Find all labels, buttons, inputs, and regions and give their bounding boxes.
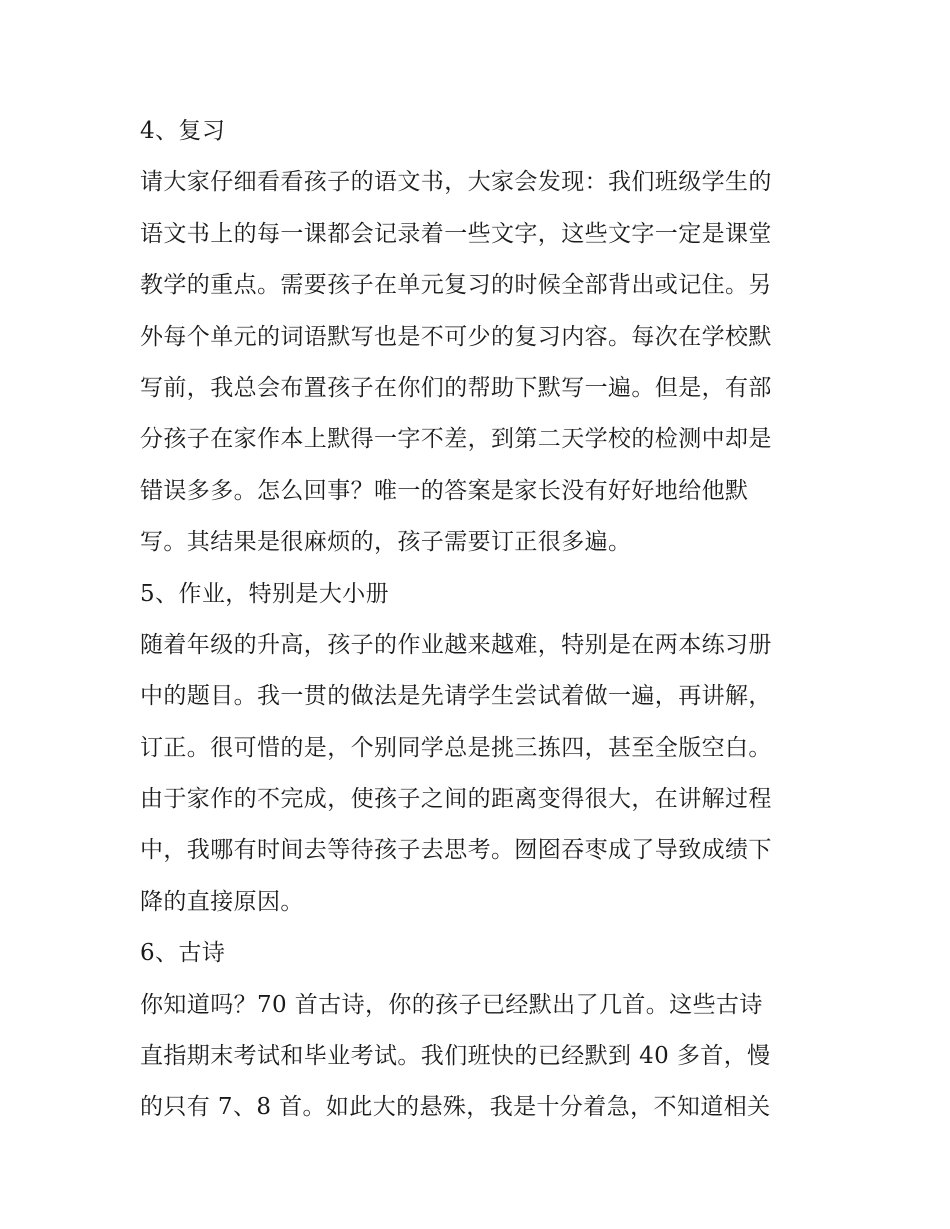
paragraph-line: 写前，我总会布置孩子在你们的帮助下默写一遍。但是，有部 <box>140 374 772 401</box>
paragraph-line: 错误多多。怎么回事？唯一的答案是家长没有好好地给他默 <box>140 477 749 504</box>
paragraph-line: 分孩子在家作本上默得一字不差，到第二天学校的检测中却是 <box>140 426 772 453</box>
paragraph-line: 由于家作的不完成，使孩子之间的距离变得很大，在讲解过程 <box>140 786 772 813</box>
paragraph-line: 直指期末考试和毕业考试。我们班快的已经默到 40 多首，慢 <box>140 1043 771 1070</box>
paragraph-line: 写。其结果是很麻烦的，孩子需要订正很多遍。 <box>140 529 632 556</box>
paragraph-line: 随着年级的升高，孩子的作业越来越难，特别是在两本练习册 <box>140 631 772 658</box>
section-heading-review: 4、复习 <box>140 118 226 144</box>
paragraph-line: 你知道吗？70 首古诗，你的孩子已经默出了几首。这些古诗 <box>140 991 763 1018</box>
paragraph-line: 教学的重点。需要孩子在单元复习的时候全部背出或记住。另 <box>140 272 772 299</box>
section-heading-homework: 5、作业，特别是大小册 <box>140 580 390 607</box>
paragraph-line: 外每个单元的词语默写也是不可少的复习内容。每次在学校默 <box>140 323 772 350</box>
paragraph-line: 降的直接原因。 <box>140 888 304 915</box>
paragraph-line: 订正。很可惜的是，个别同学总是挑三拣四，甚至全版空白。 <box>140 734 772 761</box>
paragraph-line: 请大家仔细看看孩子的语文书，大家会发现：我们班级学生的 <box>140 169 772 196</box>
paragraph-line: 中的题目。我一贯的做法是先请学生尝试着做一遍，再讲解， <box>140 683 772 710</box>
document-body <box>140 106 820 1134</box>
paragraph-line: 中，我哪有时间去等待孩子去思考。囫囵吞枣成了导致成绩下 <box>140 837 772 864</box>
paragraph-line: 的只有 7、8 首。如此大的悬殊，我是十分着急，不知道相关 <box>140 1094 771 1121</box>
section-heading-ancient-poems: 6、古诗 <box>140 940 226 967</box>
paragraph-line: 语文书上的每一课都会记录着一些文字，这些文字一定是课堂 <box>140 220 772 247</box>
